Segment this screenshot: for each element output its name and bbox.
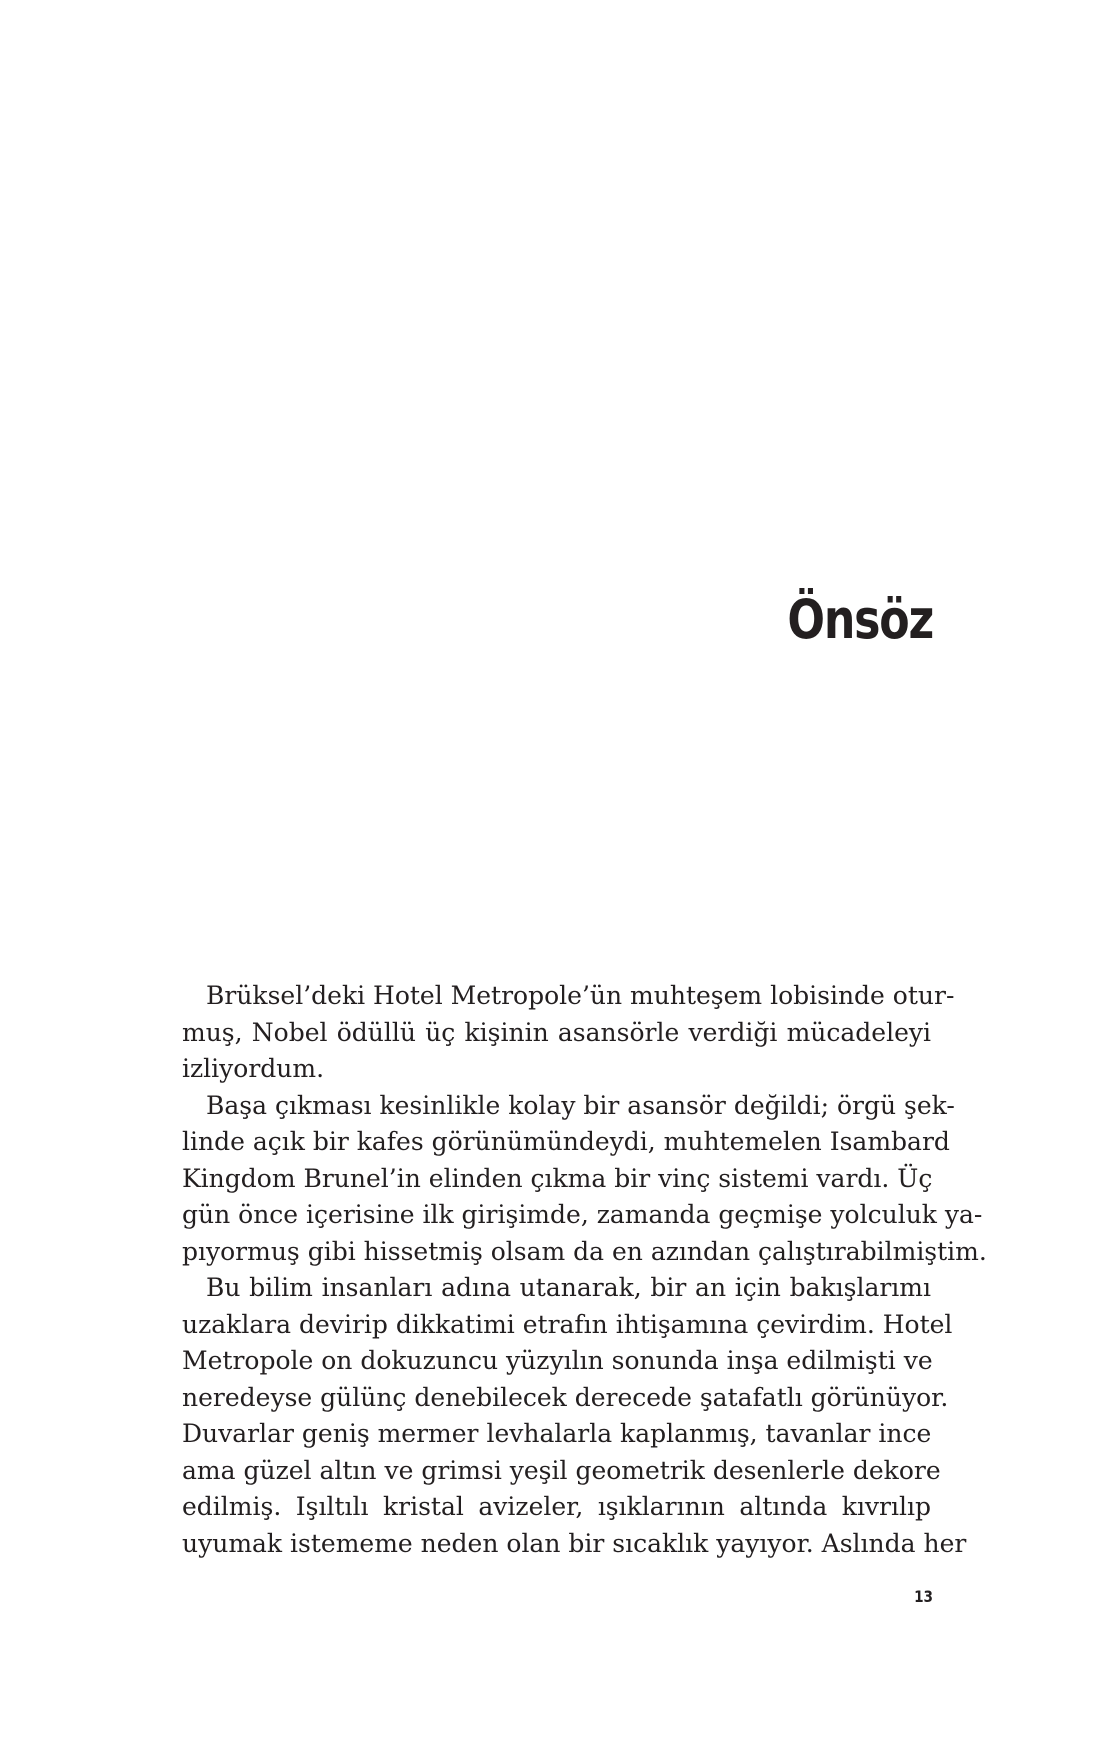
text-line: Başa çıkması kesinlikle kolay bir asansör değildi; örgü şek- <box>206 1090 955 1120</box>
text-line: Kingdom Brunel’in elinden çıkma bir vinç sistemi vardı. Üç <box>182 1163 933 1193</box>
text-line: uzaklara devirip dikkatimi etrafın ihtişamına çevirdim. Hotel <box>182 1309 953 1339</box>
text-line: pıyormuş gibi hissetmiş olsam da en azından çalıştırabilmiştim. <box>182 1236 987 1266</box>
text-line: Bu bilim insanları adına utanarak, bir an için bakışlarımı <box>206 1273 931 1302</box>
text-line: Duvarlar geniş mermer levhalarla kaplanmış, tavanlar ince <box>182 1419 932 1448</box>
text-line: muş, Nobel ödüllü üç kişinin asansörle verdiği mücadeleyi <box>182 1017 931 1047</box>
text-line: uyumak istememe neden olan bir sıcaklık yayıyor. Aslında her <box>182 1528 967 1558</box>
text-line: neredeyse gülünç denebilecek derecede şatafatlı görünüyor. <box>182 1382 949 1412</box>
chapter-title: Önsöz <box>787 588 933 651</box>
text-line: Metropole on dokuzuncu yüzyılın sonunda inşa edilmişti ve <box>182 1346 933 1375</box>
page-number: 13 <box>914 1587 933 1606</box>
text-line: ama güzel altın ve grimsi yeşil geometrik desenlerle dekore <box>182 1455 941 1485</box>
text-line: Brüksel’deki Hotel Metropole’ün muhteşem lobisinde otur- <box>206 981 955 1010</box>
text-line: gün önce içerisine ilk girişimde, zamanda geçmişe yolculuk ya- <box>182 1200 983 1229</box>
body-text <box>182 978 987 1562</box>
text-line: linde açık bir kafes görünümündeydi, muhtemelen Isambard <box>182 1127 950 1156</box>
text-line: izliyordum. <box>182 1054 325 1083</box>
text-line: edilmiş. Işıltılı kristal avizeler, ışıklarının altında kıvrılıp <box>182 1492 931 1521</box>
